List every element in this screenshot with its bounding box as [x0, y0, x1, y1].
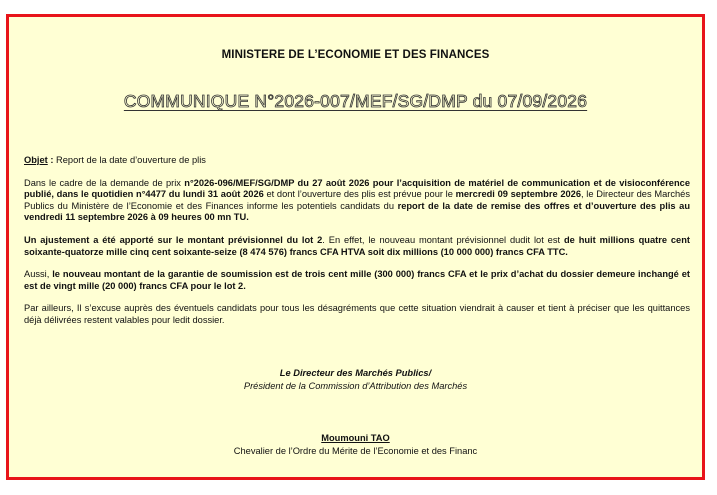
- signature-subrole: Président de la Commission d’Attribution des Marchés: [243, 381, 468, 391]
- paragraph-2-bold-1: Un ajustement a été apporté sur le montant prévisionnel du lot 2: [24, 234, 323, 245]
- communique-frame: [6, 14, 705, 480]
- paragraph-1-bold-3: report de la date de remise des offres et d’ouverture des plis au vendredi 11 septembre 2026 à 09 heures 00 mn TU.: [24, 200, 690, 223]
- paragraph-1: [24, 178, 690, 224]
- objet-label: Objet: [24, 155, 48, 165]
- paragraph-3: [24, 269, 690, 292]
- communique-body: [24, 155, 690, 338]
- paragraph-1-text-1: Dans le cadre de la demande de prix: [24, 177, 185, 188]
- paragraph-3-bold-1: le nouveau montant de la garantie de soumission est de trois cent mille (300 000) francs CFA et le prix d’achat du dossier demeure inchangé et est de vingt mille (20 000) francs CFA pour le lot 2.: [24, 269, 690, 291]
- paragraph-2: [24, 235, 690, 258]
- ministry-heading: MINISTERE DE L’ECONOMIE ET DES FINANCES: [221, 49, 490, 61]
- paragraph-1-text-3: , le Directeur des Marchés Publics du Ministère de l’Economie et des Finances informe les potentiels candidats du: [24, 189, 690, 211]
- paragraph-4-text-1: Par ailleurs, Il s’excuse auprès des éventuels candidats pour tous les désagréments que cette situation viendrait à causer et tient à préciser que les quittances déjà délivrées restent valables pour ledit dossier.: [24, 303, 690, 325]
- paragraph-1-bold-2: mercredi 09 septembre 2026: [455, 189, 582, 200]
- paragraph-2-bold-2: de huit millions quatre cent soixante-quatorze mille cinq cent soixante-seize (8 474 576) francs CFA HTVA soit dix millions (10 000 000) francs CFA TTC.: [24, 234, 690, 257]
- objet-text: Report de la date d’ouverture de plis: [56, 155, 206, 165]
- paragraph-4: [24, 303, 690, 326]
- communique-title: COMMUNIQUE N°2026-007/MEF/SG/DMP du 07/09/2026: [123, 91, 588, 111]
- paragraph-1-bold-1: n°2026-096/MEF/SG/DMP du 27 août 2026 pour l’acquisition de matériel de communication et de visioconférence publié, dans le quotidien n°4477 du lundi 31 août 2026: [24, 177, 691, 200]
- paragraph-2-text-1: . En effet, le nouveau montant prévisionnel dudit lot est: [322, 234, 564, 245]
- signatory-distinction: Chevalier de l’Ordre du Mérite de l’Economie et des Financ: [233, 446, 478, 456]
- paragraph-3-text-1: Aussi,: [24, 269, 53, 280]
- signature-role-block: [9, 367, 702, 393]
- signature-name-block: [9, 432, 702, 458]
- objet-line: [24, 155, 690, 167]
- objet-separator: :: [47, 155, 57, 165]
- paragraph-1-text-2: et dont l’ouverture des plis est prévue pour le: [263, 189, 456, 200]
- signatory-name: Moumouni TAO: [321, 433, 390, 443]
- signature-role: Le Directeur des Marchés Publics/: [279, 368, 432, 378]
